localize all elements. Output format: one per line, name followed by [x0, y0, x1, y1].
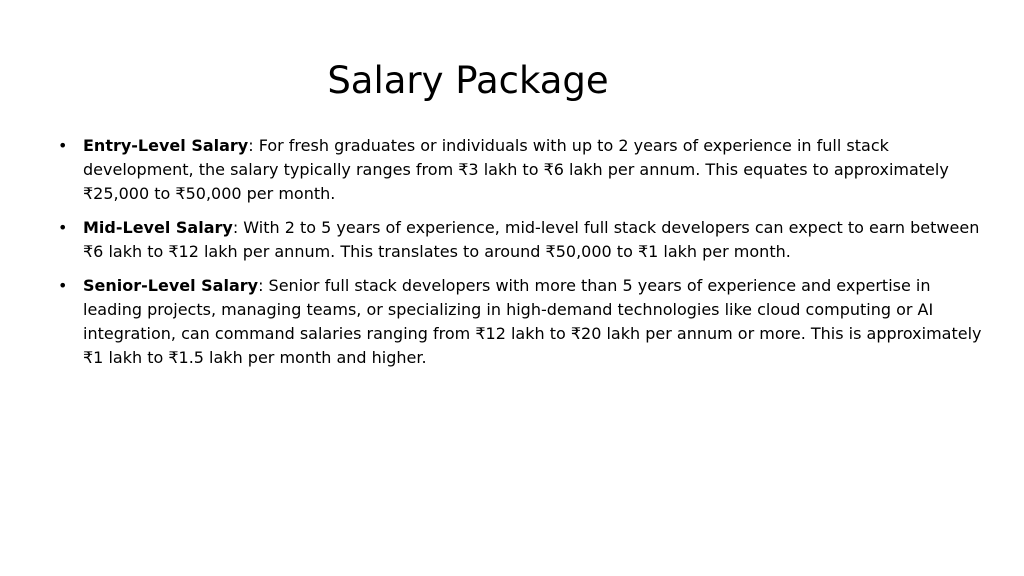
- bullet-text: : For fresh graduates or individuals with up to 2 years of experience in full stack development, the salary typically ranges from ₹3 lakh to ₹6 lakh per annum. This equates to approximately ₹25,000 to ₹50,000 per month.: [83, 136, 949, 203]
- bullet-item-senior-level: [58, 274, 992, 370]
- slide-title: Salary Package: [327, 59, 609, 102]
- bullet-item-mid-level: [58, 216, 992, 264]
- bullet-label: Senior-Level Salary: [83, 276, 259, 295]
- bullet-dot-icon: •: [58, 276, 68, 295]
- bullet-list: [58, 134, 992, 380]
- bullet-dot-icon: •: [58, 218, 68, 237]
- bullet-item-entry-level: [58, 134, 992, 206]
- bullet-label: Mid-Level Salary: [83, 218, 233, 237]
- bullet-dot-icon: •: [58, 136, 68, 155]
- bullet-text: : Senior full stack developers with more than 5 years of experience and expertise in leading projects, managing teams, or specializing in high-demand technologies like cloud computing or AI integration, can command salaries ranging from ₹12 lakh to ₹20 lakh per annum or more. This is approximately ₹1 lakh to ₹1.5 lakh per month and higher.: [83, 276, 982, 367]
- bullet-label: Entry-Level Salary: [83, 136, 249, 155]
- bullet-text: : With 2 to 5 years of experience, mid-level full stack developers can expect to earn between ₹6 lakh to ₹12 lakh per annum. This translates to around ₹50,000 to ₹1 lakh per month.: [83, 218, 980, 261]
